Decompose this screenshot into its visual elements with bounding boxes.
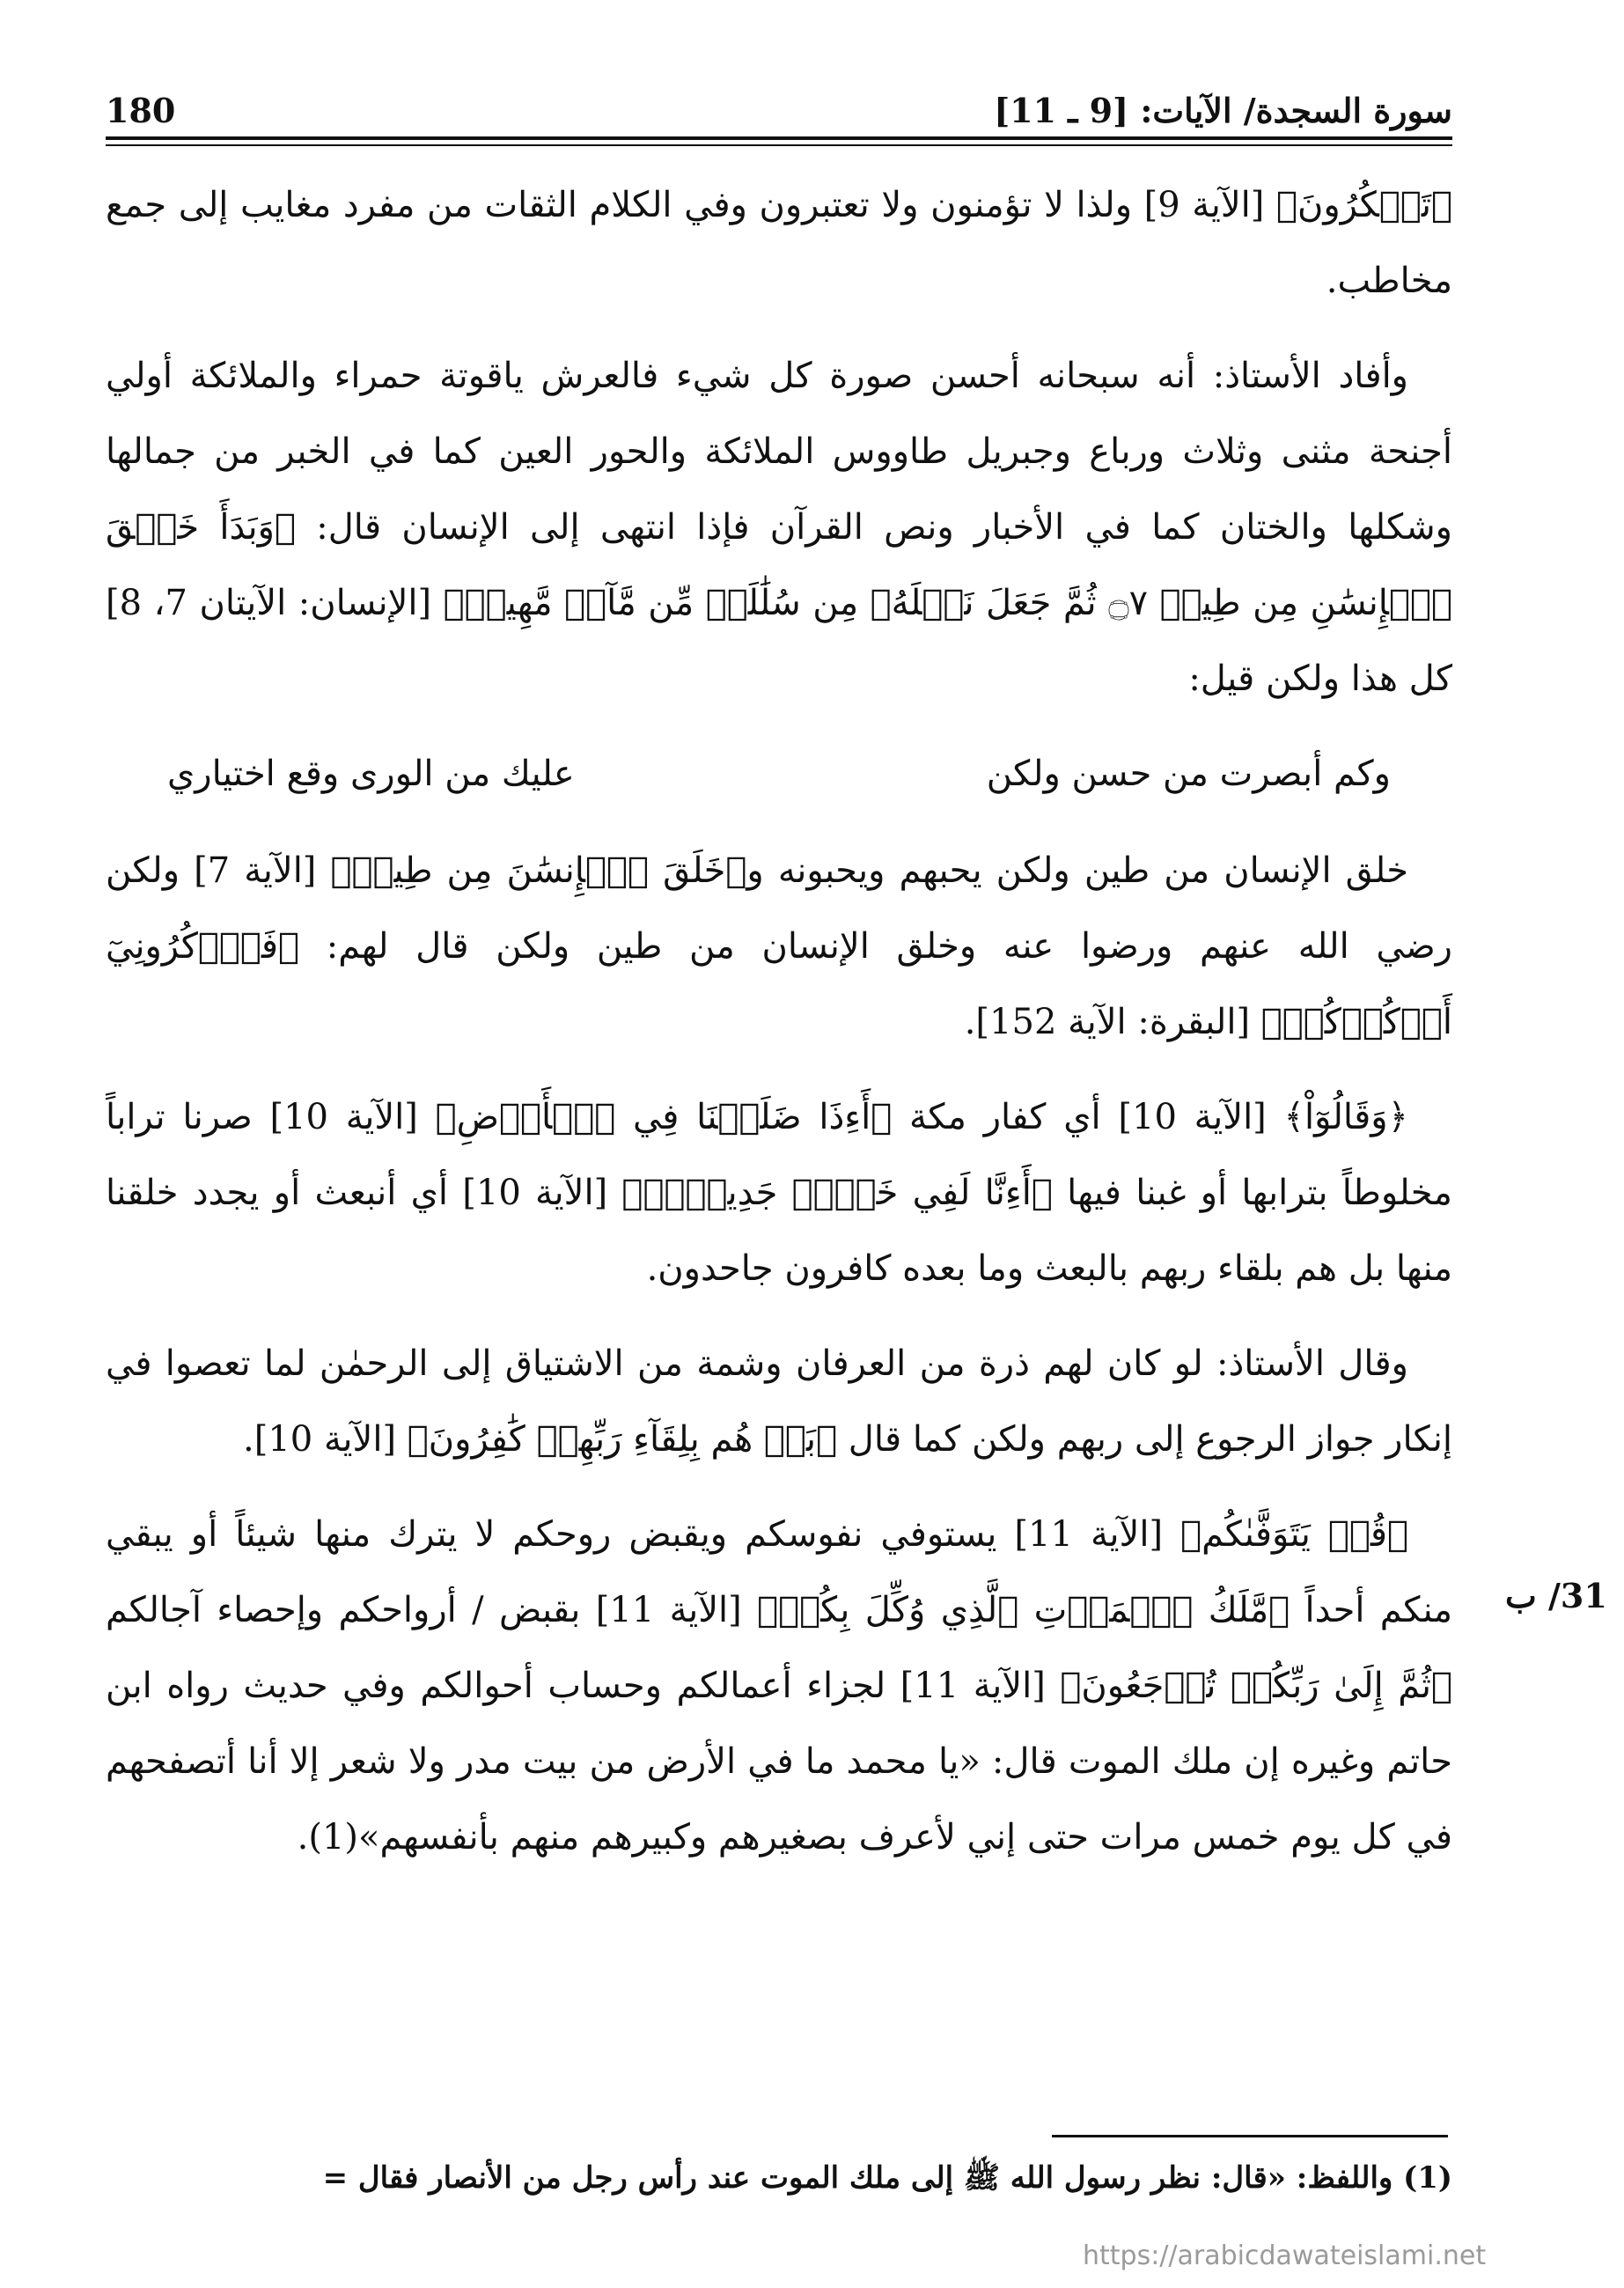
page-number: 180 [106, 91, 176, 130]
paragraph: ﴿وَقَالُوٓاْ﴾ [الآية 10] أي كفار مكة ﴿أَءِذَا ضَلَلۡنَا فِي ٱلۡأَرۡضِ﴾ [الآية 10] صرنا تراباً مخلوطاً بترابها أو غبنا فيها ﴿أَءِنَّا لَفِي خَلۡقٖ جَدِيدِۢۚ﴾ [الآية 10] أي أنبعث أو يجدد خلقنا منها بل هم بلقاء ربهم بالبعث وما بعده كافرون جاحدون. [106, 1097, 1452, 1289]
paragraph: ﴿تَشۡكُرُونَ﴾ [الآية 9] ولذا لا تؤمنون ولا تعتبرون وفي الكلام الثقات من مفرد مغايب إلى جمع مخاطب. [106, 185, 1452, 301]
verse-hemistich-right: وكم أبصرت من حسن ولكن [986, 754, 1391, 794]
paragraph: خلق الإنسان من طين ولكن يحبهم ويحبونه و﴿خَلَقَ ٱلۡإِنسَٰنَ مِن طِينٖ﴾ [الآية 7] ولكن رضي الله عنهم ورضوا عنه وخلق الإنسان من طين ولكن قال لهم: ﴿فَٱذۡكُرُونِيٓ أَذۡكُرۡكُمۡ﴾ [البقرة: الآية 152]. [106, 850, 1452, 1042]
poetry-verse [106, 736, 1452, 812]
footnote-rule [1052, 2135, 1448, 2137]
watermark-url: https://arabicdawateislami.net [1083, 2240, 1487, 2271]
paragraph: وقال الأستاذ: لو كان لهم ذرة من العرفان وشمة من الاشتياق إلى الرحمٰن لما تعصوا في إنكار جواز الرجوع إلى ربهم ولكن كما قال ﴿بَلۡ هُم بِلِقَآءِ رَبِّهِمۡ كَٰفِرُونَ﴾ [الآية 10]. [106, 1343, 1452, 1460]
manuscript-folio-marker: 31/ ب [1505, 1576, 1607, 1615]
header-rule-thin [106, 144, 1452, 146]
body-text [106, 167, 1452, 1894]
page-header [106, 77, 1452, 130]
header-rule-thick [106, 136, 1452, 140]
running-title: سورة السجدة/ الآيات: [9 ـ 11] [994, 91, 1452, 130]
verse-hemistich-left: عليك من الورى وقع اختياري [167, 754, 575, 794]
paragraph: ﴿قُلۡ يَتَوَفَّىٰكُم﴾ [الآية 11] يستوفي نفوسكم ويقبض روحكم لا يترك منها شيئاً أو يبقي منكم أحداً ﴿مَّلَكُ ٱلۡمَوۡتِ ٱلَّذِي وُكِّلَ بِكُمۡ﴾ [الآية 11] بقبض / أرواحكم وإحصاء آجالكم ﴿ثُمَّ إِلَىٰ رَبِّكُمۡ تُرۡجَعُونَ﴾ [الآية 11] لجزاء أعمالكم وحساب أحوالكم وفي حديث رواه ابن حاتم وغيره إن ملك الموت قال: «يا محمد ما في الأرض من بيت مدر ولا شعر إلا أنا أتصفحهم في كل يوم خمس مرات حتى إني لأعرف بصغيرهم وكبيرهم منهم بأنفسهم»(1). [106, 1514, 1452, 1858]
footnote: (1) واللفظ: «قال: نظر رسول الله ﷺ إلى ملك الموت عند رأس رجل من الأنصار فقال = [322, 2160, 1452, 2196]
paragraph: وأفاد الأستاذ: أنه سبحانه أحسن صورة كل شيء فالعرش ياقوتة حمراء والملائكة أولي أجنحة مثنى وثلاث ورباع وجبريل طاووس الملائكة والحور العين كما في الخبر من جمالها وشكلها والختان كما في الأخبار ونص القرآن فإذا انتهى إلى الإنسان قال: ﴿وَبَدَأَ خَلۡقَ ٱلۡإِنسَٰنِ مِن طِينٖ ۝٧ ثُمَّ جَعَلَ نَسۡلَهُۥ مِن سُلَٰلَةٖ مِّن مَّآءٖ مَّهِينٖ﴾ [الإنسان: الآيتان 7، 8] كل هذا ولكن قيل: [106, 356, 1453, 699]
